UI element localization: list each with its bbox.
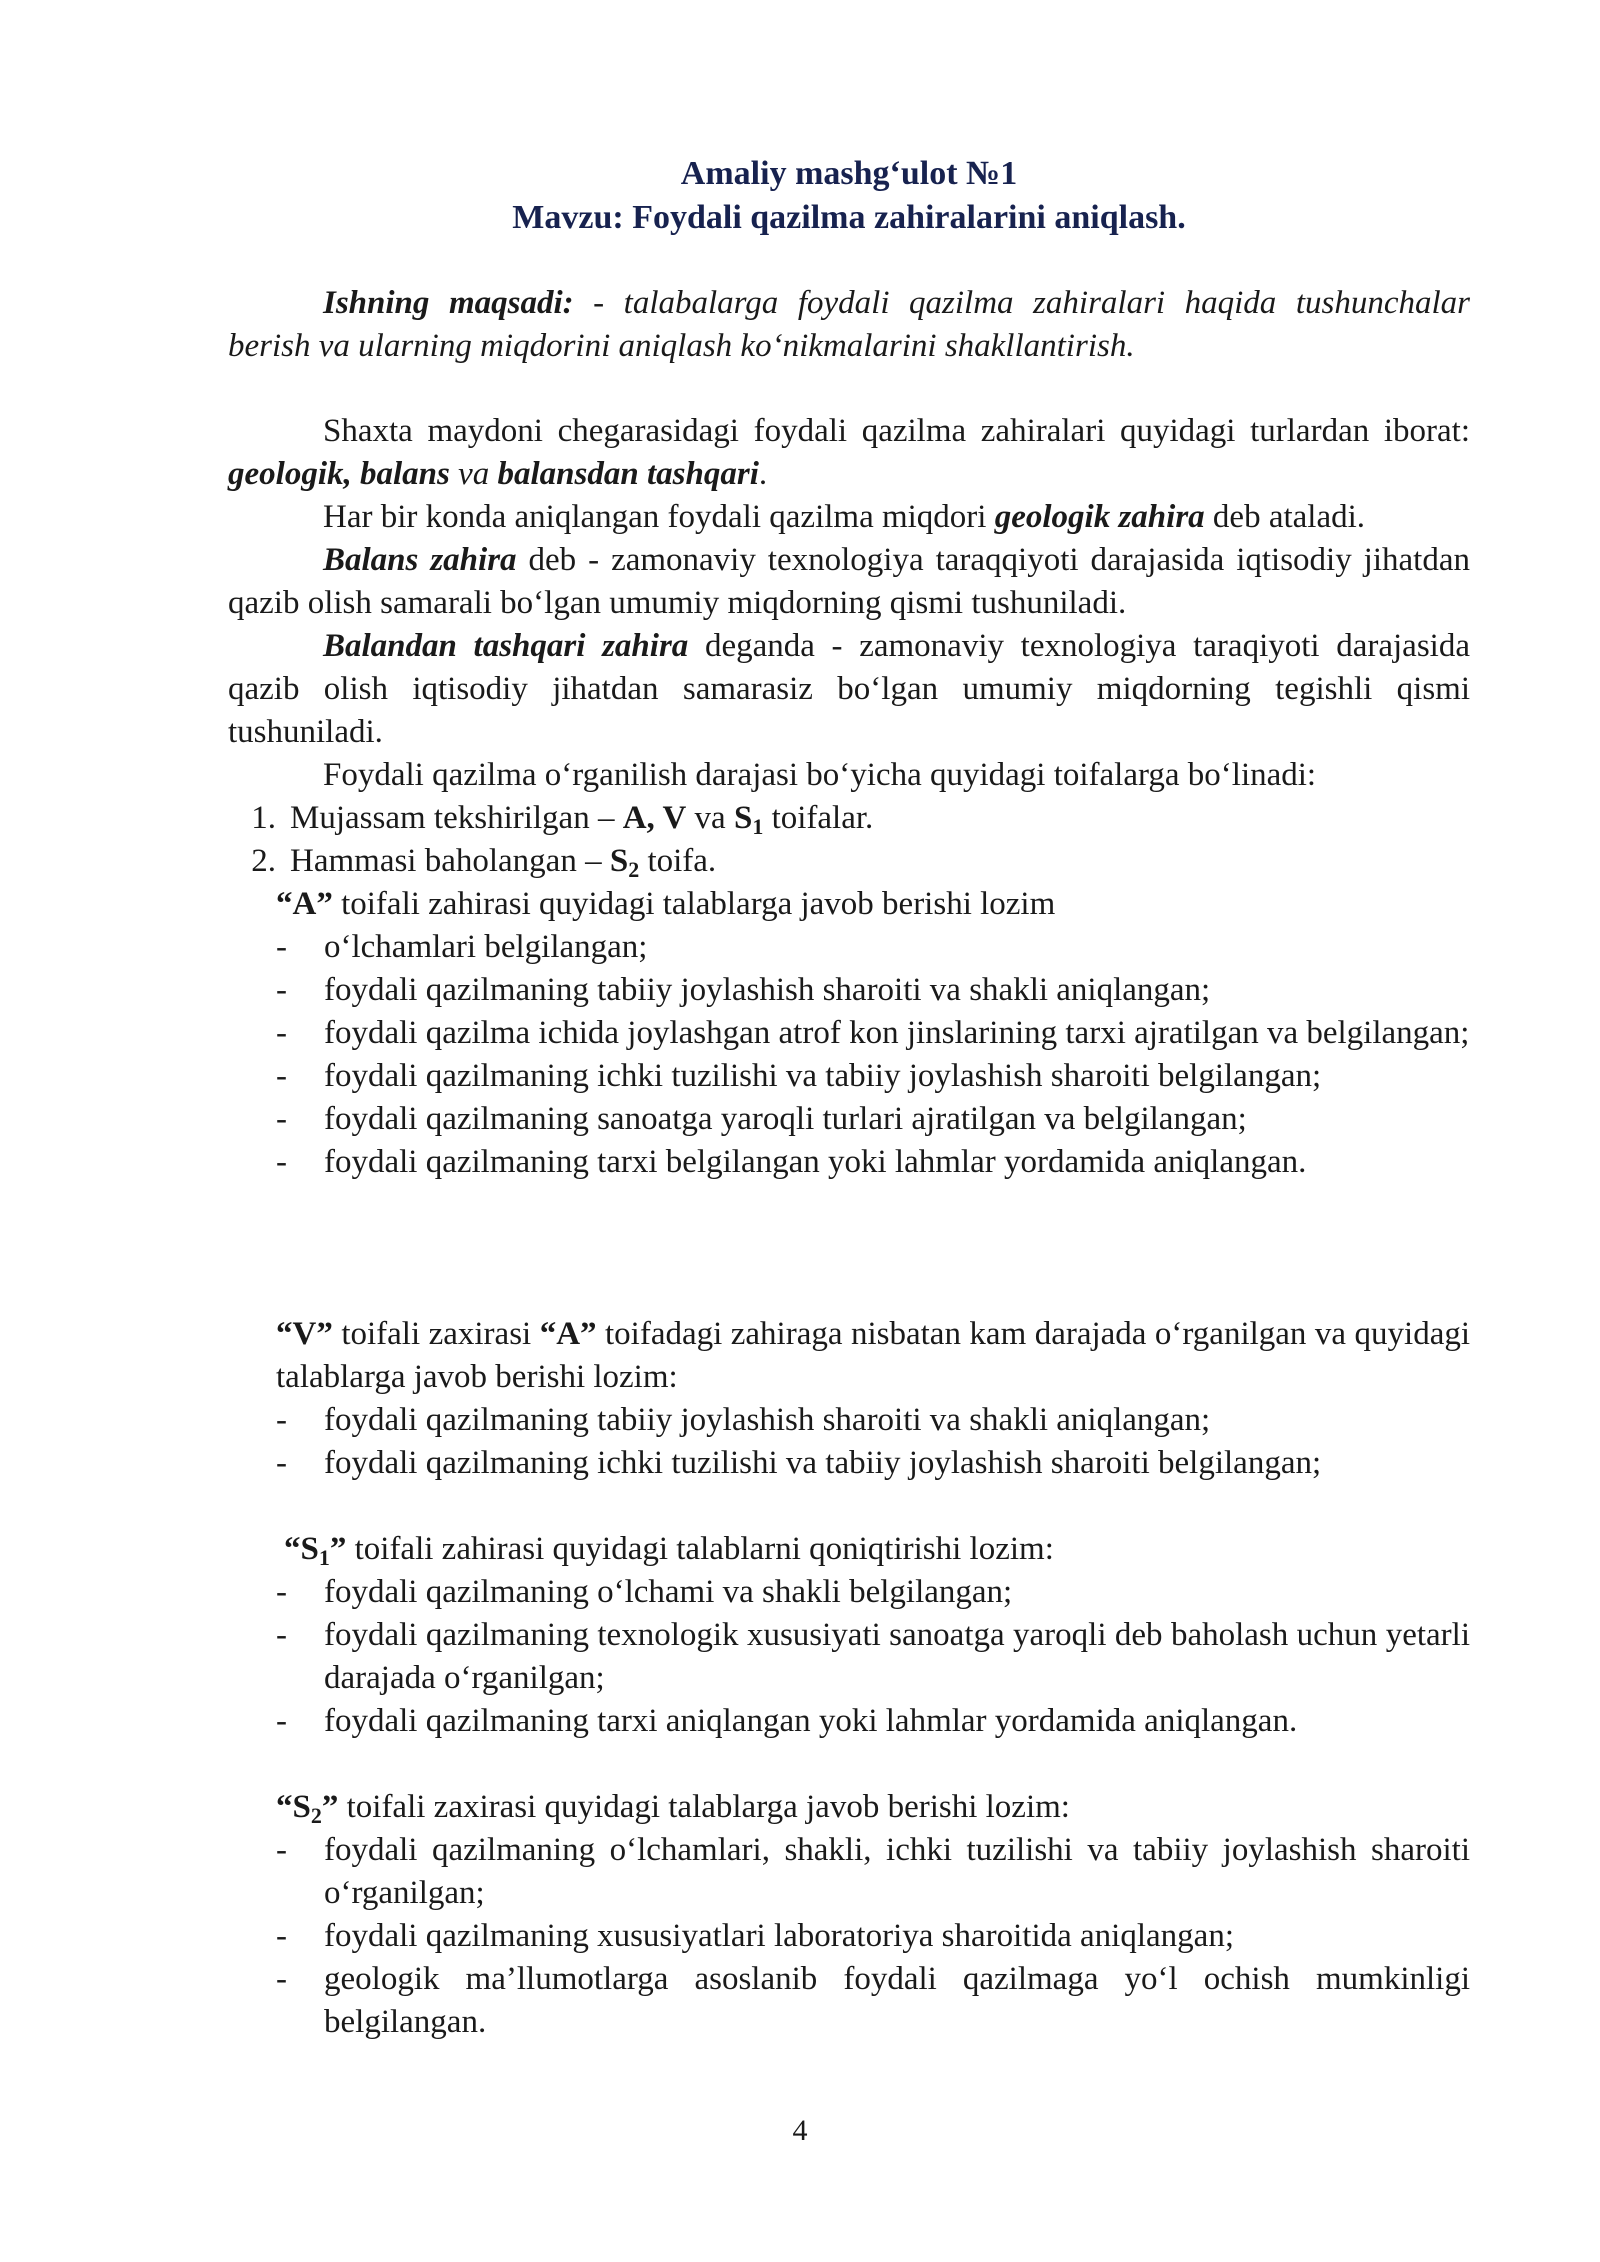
list-item: - foydali qazilma ichida joylashgan atrof kon jinslarining tarxi ajratilgan va belgilangan; (276, 1015, 1470, 1051)
page-title: Amaliy mashg‘ulot №1 (680, 155, 1018, 192)
list-item: - foydali qazilmaning sanoatga yaroqli turlari ajratilgan va belgilangan; (276, 1101, 1247, 1137)
page-number: 4 (792, 2114, 808, 2147)
list-item: - foydali qazilmaning tarxi belgilangan yoki lahmlar yordamida aniqlangan. (276, 1144, 1307, 1180)
category-v-section (228, 1313, 1470, 1485)
page-subject: Mavzu: Foydali qazilma zahiralarini aniqlash. (512, 199, 1186, 236)
intro-paragraph-3: Balans zahira deb - zamonaviy texnologiya taraqqiyoti darajasida iqtisodiy jihatdan qazib olish samarali bo‘lgan umumiy miqdorning qismi tushuniladi. (228, 542, 1470, 621)
intro-paragraph-2: Har bir konda aniqlangan foydali qazilma miqdori geologik zahira deb ataladi. (323, 499, 1366, 535)
list-item: - foydali qazilmaning o‘lchamlari, shakli, ichki tuzilishi va tabiiy joylashish sharoiti o‘rganilgan; (276, 1832, 1470, 1911)
category-s1-section (228, 1528, 1470, 1743)
list-item: - foydali qazilmaning xususiyatlari laboratoriya sharoitida aniqlangan; (276, 1918, 1234, 1954)
list-item: - foydali qazilmaning tarxi aniqlangan yoki lahmlar yordamida aniqlangan. (276, 1703, 1298, 1739)
list-item: - geologik ma’llumotlarga asoslanib foydali qazilmaga yo‘l ochish mumkinligi belgilangan. (276, 1961, 1470, 2040)
list-item: - foydali qazilmaning o‘lchami va shakli belgilangan; (276, 1574, 1013, 1610)
list-item: - o‘lchamlari belgilangan; (276, 929, 648, 965)
category-v-heading: “V” toifali zaxirasi “A” toifadagi zahiraga nisbatan kam darajada o‘rganilgan va quyidagi talablarga javob berishi lozim: (276, 1316, 1471, 1395)
aim-label: Ishning maqsadi: (323, 285, 574, 321)
list-item: - foydali qazilmaning texnologik xususiyati sanoatga yaroqli deb baholash uchun yetarli darajada o‘rganilgan; (276, 1617, 1470, 1696)
category-s2-section (228, 1786, 1470, 2044)
aim-paragraph (228, 282, 1470, 368)
intro-paragraph-5: Foydali qazilma o‘rganilish darajasi bo‘yicha quyidagi toifalarga bo‘linadi: (323, 757, 1317, 793)
list-item: - foydali qazilmaning ichki tuzilishi va tabiiy joylashish sharoiti belgilangan; (276, 1058, 1322, 1094)
intro-paragraph-4: Balandan tashqari zahira deganda - zamonaviy texnologiya taraqiyoti darajasida qazib olish iqtisodiy jihatdan samarasiz bo‘lgan umumiy miqdorning tegishli qismi tushuniladi. (228, 628, 1470, 750)
intro-section (228, 410, 1470, 1184)
list-item: - foydali qazilmaning ichki tuzilishi va tabiiy joylashish sharoiti belgilangan; (276, 1445, 1322, 1481)
category-a-heading: “A” toifali zahirasi quyidagi talablarga javob berishi lozim (276, 886, 1056, 922)
list-item: - foydali qazilmaning tabiiy joylashish sharoiti va shakli aniqlangan; (276, 972, 1211, 1008)
intro-paragraph-1: Shaxta maydoni chegarasidagi foydali qazilma zahiralari quyidagi turlardan iborat: geologik, balans va balansdan tashqari. (228, 413, 1470, 492)
numbered-item-2: 2. Hammasi baholangan – $S_2$ toifa. (251, 843, 717, 882)
category-s2-heading: “$S_2$” toifali zaxirasi quyidagi talablarga javob berishi lozim: (276, 1789, 1070, 1828)
list-item: - foydali qazilmaning tabiiy joylashish sharoiti va shakli aniqlangan; (276, 1402, 1211, 1438)
aim-text: - talabalarga foydali qazilma zahiralari haqida tushunchalar berish va ularning miqdorini aniqlash ko‘nikmalarini shakllantirish. (228, 285, 1470, 364)
numbered-item-1: 1. Mujassam tekshirilgan – A, V va $S_1$ toifalar. (251, 800, 874, 839)
category-s1-heading: “$S_1$” toifali zahirasi quyidagi talablarni qoniqtirishi lozim: (284, 1531, 1054, 1570)
